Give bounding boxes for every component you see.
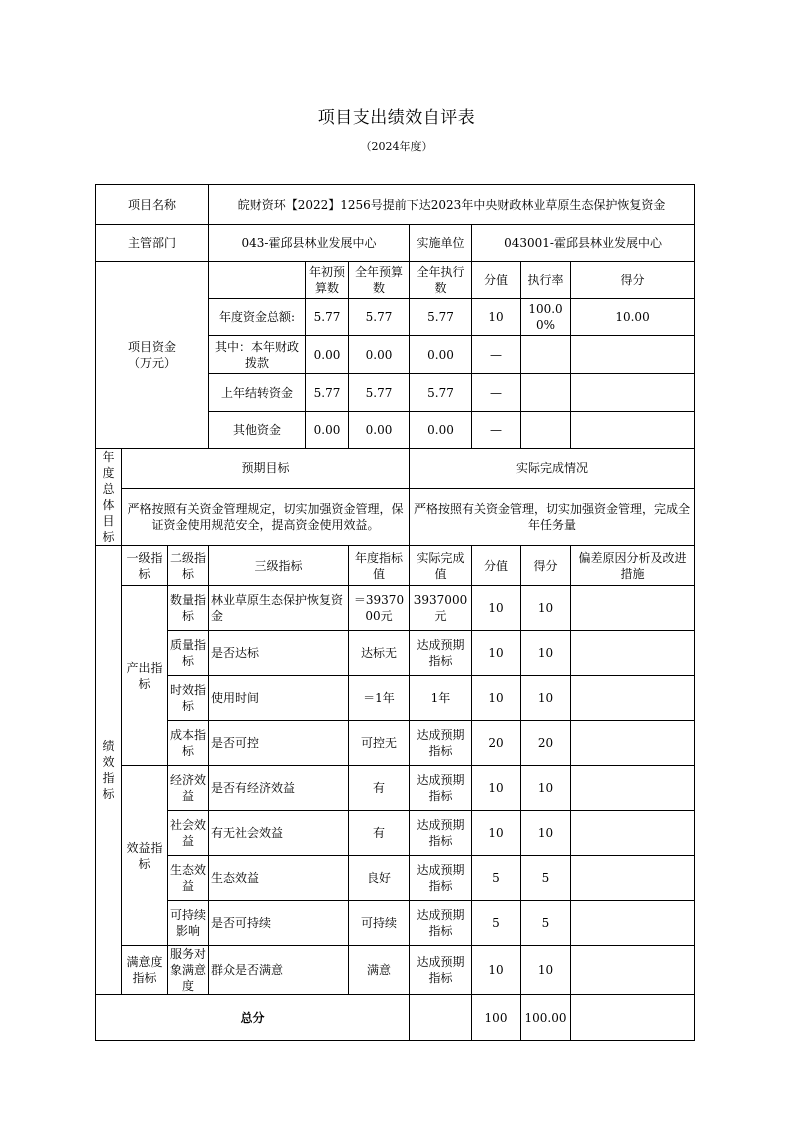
indicator-level3: 群众是否满意 bbox=[209, 946, 349, 995]
score-header: 得分 bbox=[521, 546, 571, 586]
funds-header-row bbox=[96, 262, 695, 299]
indicator-actual: 达成预期指标 bbox=[410, 901, 472, 946]
indicator-row bbox=[96, 631, 695, 676]
indicator-level2: 经济效益 bbox=[168, 766, 209, 811]
funds-row-score bbox=[571, 336, 695, 374]
funds-header-rate: 执行率 bbox=[521, 262, 571, 299]
indicator-reason bbox=[571, 631, 695, 676]
indicator-actual: 达成预期指标 bbox=[410, 856, 472, 901]
funds-row-name: 上年结转资金 bbox=[209, 374, 306, 412]
indicator-reason bbox=[571, 901, 695, 946]
indicator-row bbox=[96, 586, 695, 631]
indicator-actual: 3937000元 bbox=[410, 586, 472, 631]
funds-row-initial: 5.77 bbox=[306, 299, 349, 336]
indicator-score-value: 10 bbox=[472, 631, 521, 676]
indicator-level2: 社会效益 bbox=[168, 811, 209, 856]
level1-header: 一级指标 bbox=[122, 546, 168, 586]
indicator-reason bbox=[571, 946, 695, 995]
total-row bbox=[96, 995, 695, 1041]
indicator-reason bbox=[571, 856, 695, 901]
funds-row-initial: 0.00 bbox=[306, 412, 349, 449]
funds-row-annual: 0.00 bbox=[349, 336, 410, 374]
goals-content-row bbox=[96, 488, 695, 545]
indicator-level3: 使用时间 bbox=[209, 676, 349, 721]
indicators-header-row bbox=[96, 546, 695, 586]
department-label: 主管部门 bbox=[96, 225, 209, 262]
level3-header: 三级指标 bbox=[209, 546, 349, 586]
funds-row-rate bbox=[521, 374, 571, 412]
funds-row-initial: 5.77 bbox=[306, 374, 349, 412]
indicator-score: 5 bbox=[521, 901, 571, 946]
target-value-header: 年度指标值 bbox=[349, 546, 410, 586]
indicator-score-value: 10 bbox=[472, 811, 521, 856]
indicator-actual: 达成预期指标 bbox=[410, 721, 472, 766]
funds-row-annual: 5.77 bbox=[349, 299, 410, 336]
indicator-score: 20 bbox=[521, 721, 571, 766]
funds-row-name: 其中：本年财政拨款 bbox=[209, 336, 306, 374]
benefit-indicators-label: 效益指标 bbox=[122, 766, 168, 946]
funds-row-annual: 0.00 bbox=[349, 412, 410, 449]
indicator-target: 达标无 bbox=[349, 631, 410, 676]
expected-goal-header: 预期目标 bbox=[122, 449, 410, 489]
indicator-score: 10 bbox=[521, 586, 571, 631]
total-score-value: 100 bbox=[472, 995, 521, 1041]
indicator-level2: 质量指标 bbox=[168, 631, 209, 676]
implementing-unit-value: 043001-霍邱县林业发展中心 bbox=[472, 225, 695, 262]
indicator-reason bbox=[571, 811, 695, 856]
indicator-reason bbox=[571, 676, 695, 721]
indicator-actual: 达成预期指标 bbox=[410, 766, 472, 811]
implementing-unit-label: 实施单位 bbox=[410, 225, 472, 262]
total-reason bbox=[571, 995, 695, 1041]
indicator-score: 5 bbox=[521, 856, 571, 901]
satisfaction-indicators-label: 满意度指标 bbox=[122, 946, 168, 995]
project-name-row bbox=[96, 185, 695, 225]
funds-row-executed: 0.00 bbox=[410, 412, 472, 449]
indicator-score-value: 10 bbox=[472, 946, 521, 995]
indicator-level3: 是否可控 bbox=[209, 721, 349, 766]
indicator-actual: 达成预期指标 bbox=[410, 946, 472, 995]
funds-row-score-value: — bbox=[472, 374, 521, 412]
indicator-target: ＝3937000元 bbox=[349, 586, 410, 631]
indicator-score-value: 10 bbox=[472, 586, 521, 631]
page-title: 项目支出绩效自评表 bbox=[317, 108, 476, 128]
indicator-reason bbox=[571, 586, 695, 631]
indicator-score-value: 5 bbox=[472, 901, 521, 946]
actual-completion-text: 严格按照有关资金管理，切实加强资金管理，完成全年任务量 bbox=[410, 488, 695, 545]
funds-row-name: 其他资金 bbox=[209, 412, 306, 449]
funds-header-executed: 全年执行数 bbox=[410, 262, 472, 299]
department-row bbox=[96, 225, 695, 262]
funds-row-score-value: 10 bbox=[472, 299, 521, 336]
score-value-header: 分值 bbox=[472, 546, 521, 586]
expected-goal-text: 严格按照有关资金管理规定，切实加强资金管理，保证资金使用规范安全，提高资金使用效益。 bbox=[122, 488, 410, 545]
funds-header-initial: 年初预算数 bbox=[306, 262, 349, 299]
funds-header-score: 得分 bbox=[571, 262, 695, 299]
actual-value-header: 实际完成值 bbox=[410, 546, 472, 586]
indicator-level2: 时效指标 bbox=[168, 676, 209, 721]
indicator-level2: 成本指标 bbox=[168, 721, 209, 766]
indicator-row bbox=[96, 946, 695, 995]
funds-row-rate: 100.00% bbox=[521, 299, 571, 336]
funds-header-score-value: 分值 bbox=[472, 262, 521, 299]
output-indicators-label: 产出指标 bbox=[122, 586, 168, 766]
funds-row-score: 10.00 bbox=[571, 299, 695, 336]
indicator-row bbox=[96, 721, 695, 766]
indicator-row bbox=[96, 856, 695, 901]
actual-completion-header: 实际完成情况 bbox=[410, 449, 695, 489]
annual-goals-label: 年度总体目标 bbox=[96, 449, 122, 546]
indicator-target: 有 bbox=[349, 766, 410, 811]
project-name-label: 项目名称 bbox=[96, 185, 209, 225]
page-subtitle: （2024年度） bbox=[360, 140, 433, 153]
funds-row-rate bbox=[521, 412, 571, 449]
level2-header: 二级指标 bbox=[168, 546, 209, 586]
goals-header-row bbox=[96, 449, 695, 489]
indicator-row bbox=[96, 766, 695, 811]
indicator-level2: 可持续影响 bbox=[168, 901, 209, 946]
indicator-level2: 数量指标 bbox=[168, 586, 209, 631]
indicator-target: 良好 bbox=[349, 856, 410, 901]
total-label: 总分 bbox=[96, 995, 410, 1041]
indicator-level3: 是否可持续 bbox=[209, 901, 349, 946]
funds-row-score bbox=[571, 374, 695, 412]
indicator-reason bbox=[571, 766, 695, 811]
indicator-level2: 服务对象满意度 bbox=[168, 946, 209, 995]
funds-row-executed: 5.77 bbox=[410, 299, 472, 336]
department-value: 043-霍邱县林业发展中心 bbox=[209, 225, 410, 262]
indicator-level3: 是否有经济效益 bbox=[209, 766, 349, 811]
deviation-reason-header: 偏差原因分析及改进措施 bbox=[571, 546, 695, 586]
indicator-level2: 生态效益 bbox=[168, 856, 209, 901]
indicator-actual: 达成预期指标 bbox=[410, 811, 472, 856]
total-score: 100.00 bbox=[521, 995, 571, 1041]
funds-row-annual: 5.77 bbox=[349, 374, 410, 412]
performance-indicators-label: 绩效指标 bbox=[96, 546, 122, 995]
indicator-score-value: 10 bbox=[472, 766, 521, 811]
funds-row-initial: 0.00 bbox=[306, 336, 349, 374]
indicator-row bbox=[96, 901, 695, 946]
funds-row-rate bbox=[521, 336, 571, 374]
indicator-target: 可持续 bbox=[349, 901, 410, 946]
funds-row-executed: 0.00 bbox=[410, 336, 472, 374]
indicator-actual: 1年 bbox=[410, 676, 472, 721]
indicator-score-value: 10 bbox=[472, 676, 521, 721]
indicator-level3: 生态效益 bbox=[209, 856, 349, 901]
funds-header-annual: 全年预算数 bbox=[349, 262, 410, 299]
project-name-value: 皖财资环【2022】1256号提前下达2023年中央财政林业草原生态保护恢复资金 bbox=[209, 185, 695, 225]
funds-label: 项目资金 （万元） bbox=[96, 262, 209, 449]
indicator-score: 10 bbox=[521, 631, 571, 676]
funds-row-score bbox=[571, 412, 695, 449]
indicator-row bbox=[96, 811, 695, 856]
indicator-level3: 是否达标 bbox=[209, 631, 349, 676]
indicator-score: 10 bbox=[521, 811, 571, 856]
funds-row-score-value: — bbox=[472, 412, 521, 449]
indicator-row bbox=[96, 676, 695, 721]
total-blank bbox=[410, 995, 472, 1041]
indicator-score: 10 bbox=[521, 766, 571, 811]
funds-row-name: 年度资金总额: bbox=[209, 299, 306, 336]
indicator-target: 可控无 bbox=[349, 721, 410, 766]
indicator-score-value: 5 bbox=[472, 856, 521, 901]
funds-header-blank bbox=[209, 262, 306, 299]
indicator-score: 10 bbox=[521, 946, 571, 995]
funds-row-score-value: — bbox=[472, 336, 521, 374]
indicator-reason bbox=[571, 721, 695, 766]
indicator-level3: 林业草原生态保护恢复资金 bbox=[209, 586, 349, 631]
indicator-level3: 有无社会效益 bbox=[209, 811, 349, 856]
indicator-target: 有 bbox=[349, 811, 410, 856]
funds-row-executed: 5.77 bbox=[410, 374, 472, 412]
indicator-score-value: 20 bbox=[472, 721, 521, 766]
indicator-target: 满意 bbox=[349, 946, 410, 995]
indicator-score: 10 bbox=[521, 676, 571, 721]
self-evaluation-table bbox=[95, 184, 695, 1041]
indicator-actual: 达成预期指标 bbox=[410, 631, 472, 676]
indicator-target: ＝1年 bbox=[349, 676, 410, 721]
